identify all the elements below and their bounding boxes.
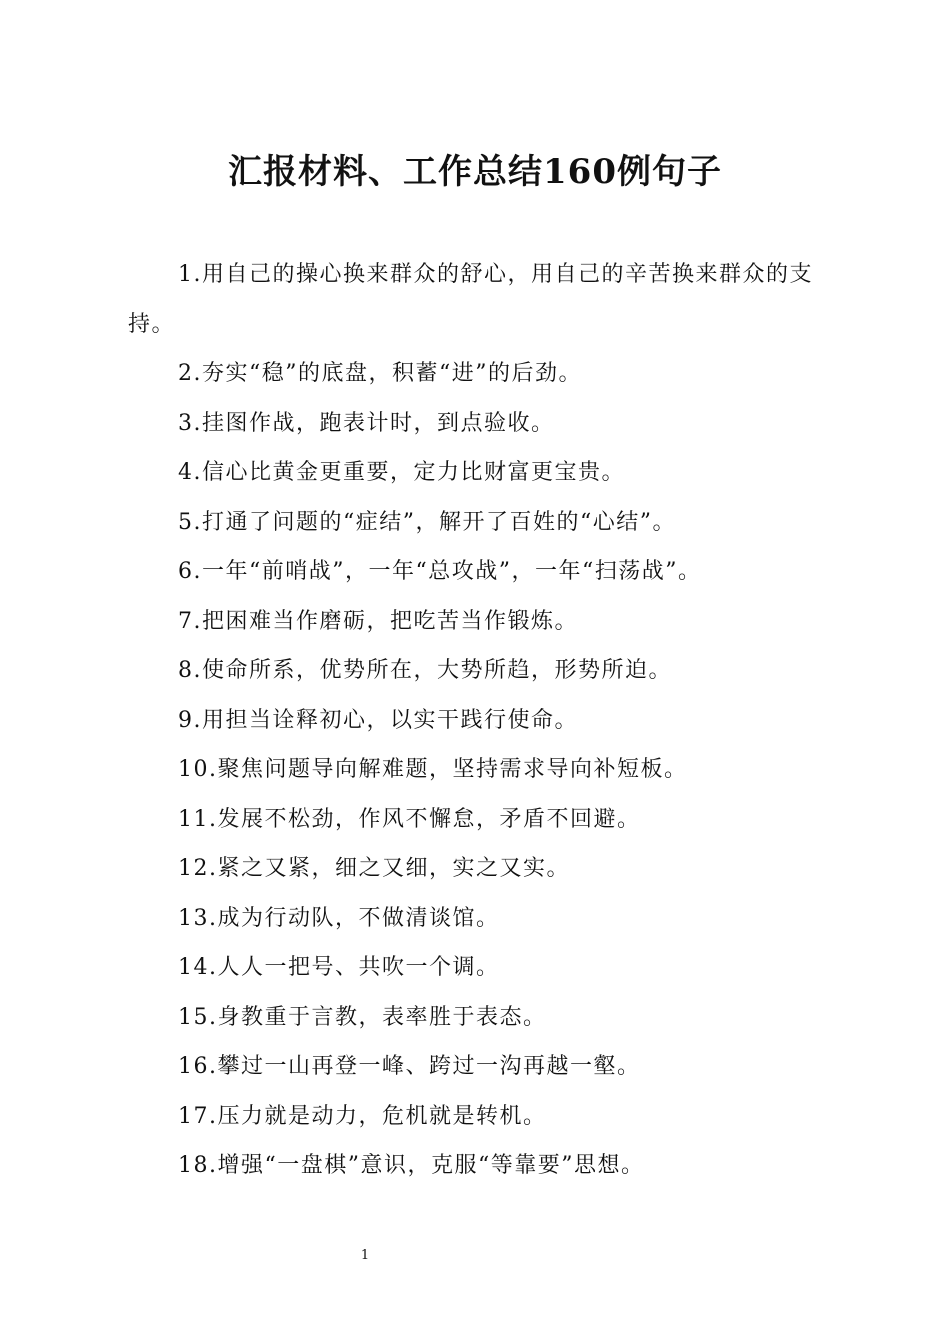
list-item: 4.信心比黄金更重要，定力比财富更宝贵。 xyxy=(178,460,625,485)
list-item: 9.用担当诠释初心，以实干践行使命。 xyxy=(178,707,578,733)
list-item: 6.一年“前哨战”，一年“总攻战”，一年“扫荡战”。 xyxy=(178,559,702,584)
list-item: 11.发展不松劲，作风不懈怠，矛盾不回避。 xyxy=(178,806,641,832)
list-item: 16.攀过一山再登一峰、跨过一沟再越一壑。 xyxy=(178,1054,641,1079)
page-title: 汇报材料、工作总结160例句子 xyxy=(228,152,722,192)
list-item: 15.身教重于言教，表率胜于表态。 xyxy=(178,1004,547,1030)
list-item: 17.压力就是动力，危机就是转机。 xyxy=(178,1103,547,1129)
list-item: 3.挂图作战，跑表计时，到点验收。 xyxy=(178,410,555,436)
list-item: 13.成为行动队，不做清谈馆。 xyxy=(178,905,500,931)
list-item: 10.聚焦问题导向解难题，坚持需求导向补短板。 xyxy=(178,757,688,782)
list-item: 18.增强“一盘棋”意识，克服“等靠要”思想。 xyxy=(178,1153,645,1178)
page-number: 1 xyxy=(360,1248,370,1263)
list-item: 1.用自己的操心换来群众的舒心，用自己的辛苦换来群众的支持。 xyxy=(128,262,813,337)
list-item: 8.使命所系，优势所在，大势所趋，形势所迫。 xyxy=(178,658,672,683)
body-text xyxy=(128,250,828,1191)
list-item: 12.紧之又紧，细之又细，实之又实。 xyxy=(178,856,570,881)
list-item: 5.打通了问题的“症结”，解开了百姓的“心结”。 xyxy=(178,509,676,535)
list-item: 14.人人一把号、共吹一个调。 xyxy=(178,955,500,980)
list-item: 7.把困难当作磨砺，把吃苦当作锻炼。 xyxy=(178,608,578,634)
list-item: 2.夯实“稳”的底盘，积蓄“进”的后劲。 xyxy=(178,361,582,386)
